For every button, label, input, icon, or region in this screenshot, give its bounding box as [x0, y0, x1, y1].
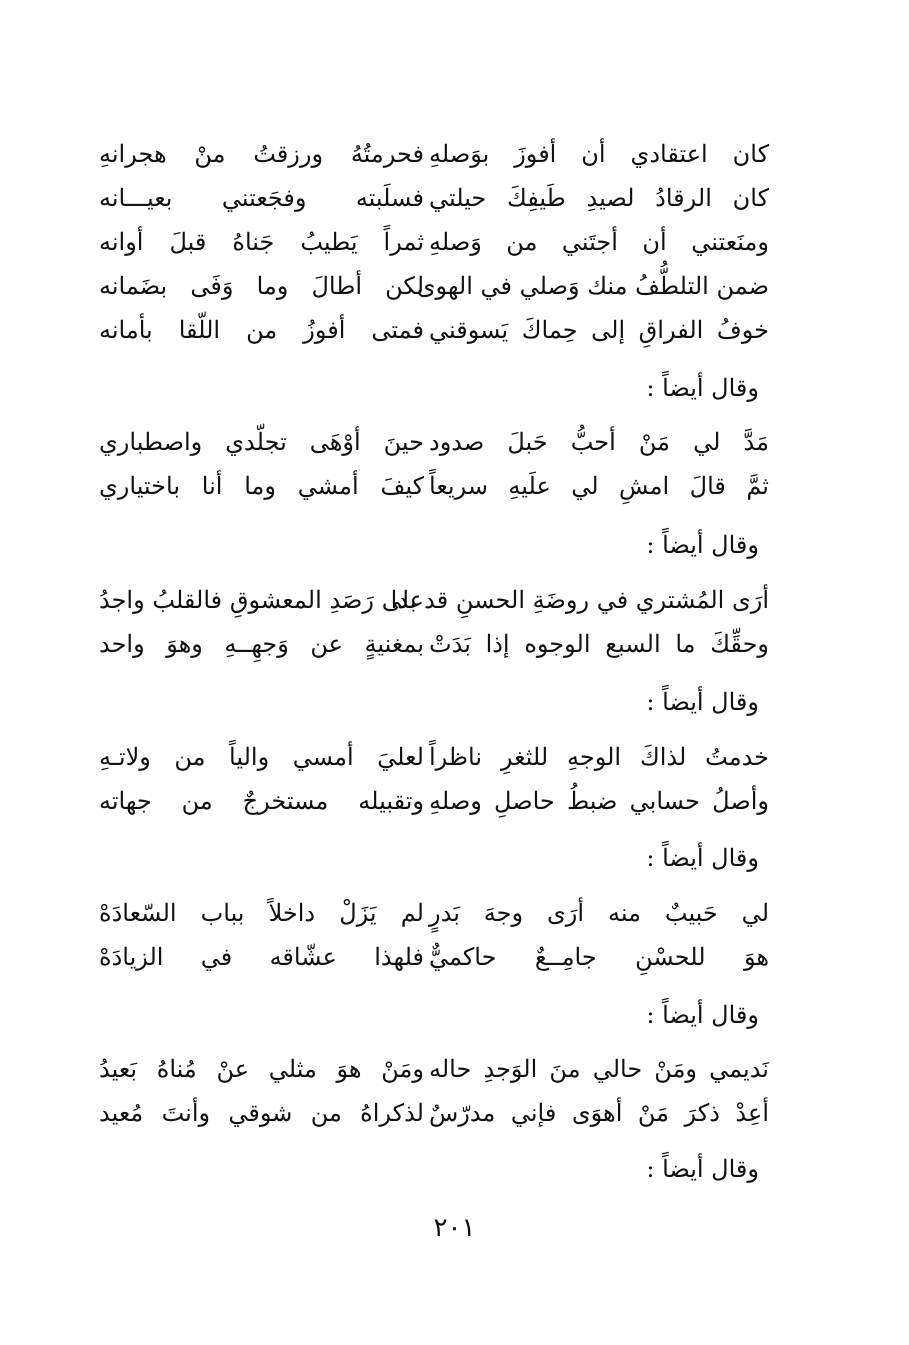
verse-line — [0, 624, 909, 664]
verse-first-hemistich: لي حَبيبٌ منه أرَى وجهَ بَدرٍ — [429, 899, 769, 927]
verse-second-hemistich: لكن أطالَ وما وَفَى بضَمانه — [99, 272, 424, 300]
verse-second-hemistich: لم يَزَلْ داخلاً بباب السّعادَهْ — [99, 899, 424, 927]
verse-first-hemistich: مَدَّ لي مَنْ أحبُّ حَبلَ صدود — [429, 428, 769, 456]
verse-line — [0, 266, 909, 306]
verse-second-hemistich: على رَصَدِ المعشوقِ فالقلبُ واجدُ — [99, 586, 424, 614]
verse-second-hemistich: فمتى أفوزُ من اللّقا بأمانه — [99, 316, 424, 344]
verse-second-hemistich: ثمراً يَطيبُ جَناهُ قبلَ أوانه — [99, 228, 424, 256]
verse-line — [0, 134, 909, 174]
verse-second-hemistich: كيفَ أمشي وما أنا باختياري — [99, 472, 424, 500]
verse-first-hemistich: هوَ للحسْنِ جامِــعٌ حاكميٌّ — [429, 943, 769, 971]
verse-first-hemistich: ثمَّ قالَ امشِ لي علَيهِ سريعاً — [429, 472, 769, 500]
verse-line — [0, 580, 909, 620]
verse-first-hemistich: كان اعتقادي أن أفوزَ بوَصلهِ — [429, 140, 769, 168]
verse-line — [0, 178, 909, 218]
poem-heading: وقال أيضاً : — [646, 1001, 759, 1029]
page-number: ٢٠١ — [433, 1213, 476, 1243]
verse-line — [0, 422, 909, 462]
poem-heading: وقال أيضاً : — [646, 1155, 759, 1183]
verse-first-hemistich: نَديمي ومَنْ حالي منَ الوَجدِ حاله — [429, 1055, 769, 1083]
verse-line — [0, 737, 909, 777]
verse-first-hemistich: أرَى المُشتري في روضَةِ الحسنِ قد بدا — [390, 586, 769, 614]
verse-line — [0, 310, 909, 350]
verse-first-hemistich: أعِدْ ذكرَ مَنْ أهوَى فإني مدرّسٌ — [429, 1099, 769, 1127]
verse-second-hemistich: فحرمتُهُ ورزقتُ منْ هجرانهِ — [99, 140, 424, 168]
verse-first-hemistich: كان الرقادُ لصيدِ طَيفِكَ حيلتي — [429, 184, 769, 212]
verse-second-hemistich: فسلَبته وفجَعتني بعيـــانه — [99, 184, 424, 212]
poem-heading: وقال أيضاً : — [646, 531, 759, 559]
verse-line — [0, 466, 909, 506]
verse-line — [0, 1093, 909, 1133]
verse-line — [0, 781, 909, 821]
verse-line — [0, 222, 909, 262]
verse-first-hemistich: ومنَعتني أن أجتَني من وَصلهِ — [429, 228, 769, 256]
poem-heading: وقال أيضاً : — [646, 688, 759, 716]
verse-second-hemistich: لذكراهُ من شوقي وأنتَ مُعيد — [99, 1099, 424, 1127]
verse-second-hemistich: بمغنيةٍ عن وَجهِــهِ وهوَ واحد — [99, 630, 424, 658]
verse-first-hemistich: خدمتُ لذاكَ الوجهِ للثغرِ ناظراً — [429, 743, 769, 771]
verse-first-hemistich: وحقِّكَ ما السبع الوجوه إذا بَدَتْ — [429, 630, 769, 658]
verse-second-hemistich: لعليَ أمسي والياً من ولاتـهِ — [99, 743, 424, 771]
verse-second-hemistich: ومَنْ هوَ مثلي عنْ مُناهُ بَعيدُ — [99, 1055, 424, 1083]
verse-second-hemistich: وتقبيله مستخرجٌ من جهاته — [99, 787, 424, 815]
verse-line — [0, 1049, 909, 1089]
verse-first-hemistich: خوفُ الفراقِ إلى حِماكَ يَسوقني — [429, 316, 769, 344]
verse-first-hemistich: ضمن التلطُّفُ منك وَصلي في الهوى — [416, 272, 769, 300]
verse-first-hemistich: وأصلُ حسابي ضبطُ حاصلِ وصلهِ — [429, 787, 769, 815]
verse-line — [0, 937, 909, 977]
poem-heading: وقال أيضاً : — [646, 374, 759, 402]
verse-second-hemistich: فلهذا عشّاقه في الزيادَهْ — [99, 943, 424, 971]
poem-heading: وقال أيضاً : — [646, 844, 759, 872]
verse-second-hemistich: حينَ أوْهَى تجلّدي واصطباري — [99, 428, 424, 456]
verse-line — [0, 893, 909, 933]
